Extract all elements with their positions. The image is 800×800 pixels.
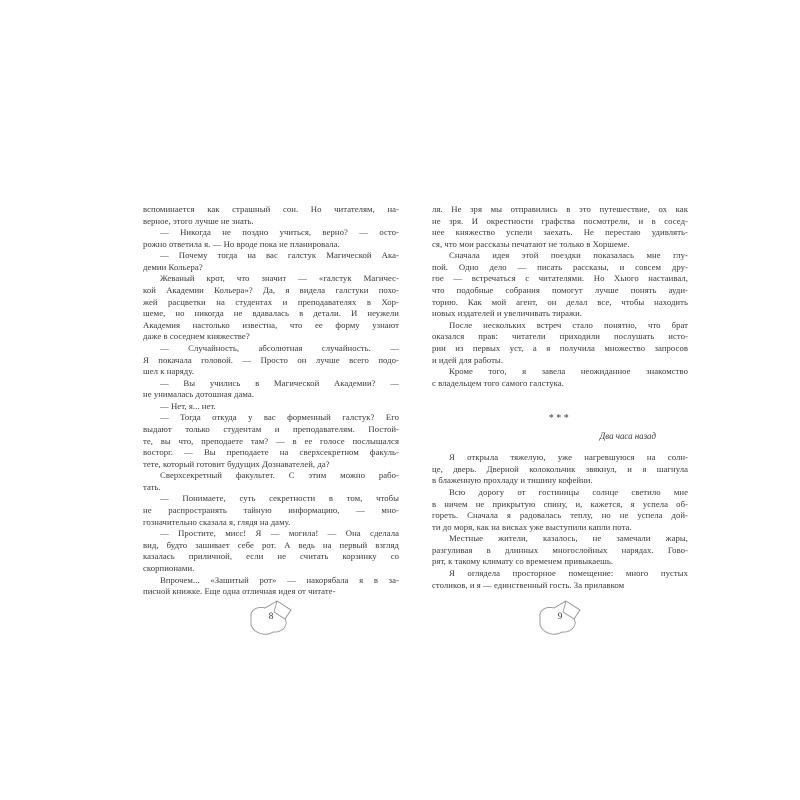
text-line: Сверхсекретный факультет. С этим можно рабо- bbox=[160, 470, 399, 481]
page-number: 9 bbox=[557, 611, 563, 621]
text-line: — Нет, я... нет. bbox=[160, 400, 216, 411]
text-line: рии из первых уст, а я получила множество запросов bbox=[432, 342, 688, 353]
text-line: казалась приличной, если не считать корзинку со bbox=[143, 551, 399, 562]
text-line: ля. Не зря мы отправились в это путешествие, ох как bbox=[432, 204, 688, 214]
text-line: оказался прав: читатели приходили послушать исто- bbox=[432, 331, 688, 342]
text-line: тать. bbox=[143, 481, 161, 492]
paragraph bbox=[143, 273, 399, 342]
paragraph bbox=[432, 204, 688, 250]
paragraph bbox=[432, 250, 688, 319]
paragraph bbox=[432, 320, 688, 366]
text-line: торию. Как мой агент, он делал все, чтобы находить bbox=[432, 296, 688, 307]
text-line: це, дверь. Дверной колокольчик звякнул, и я шагнула bbox=[432, 463, 688, 474]
paragraph bbox=[143, 401, 399, 413]
text-line: шел к наряду. bbox=[143, 366, 195, 377]
text-line: — Вы учились в Магической Академии? — bbox=[160, 377, 399, 388]
text-line: ти до моря, как на висках уже выступили капли пота. bbox=[432, 521, 632, 532]
text-line: — Понимаете, суть секретности в том, чтобы bbox=[160, 493, 399, 504]
text-line: гореть. Сначала я радовалась теплу, но не успела дой- bbox=[432, 510, 688, 521]
text-line: рожно ответила я. — Но вроде пока не планировала. bbox=[143, 238, 340, 249]
page-number-ornament bbox=[240, 598, 302, 638]
text-line: Академия настолько известна, что ее форму узнают bbox=[143, 319, 399, 330]
text-line: нее княжество успели заехать. Не перестаю удивлять- bbox=[432, 227, 688, 238]
paragraph bbox=[143, 412, 399, 470]
text-line: — Простите, мисс! Я — могила! — Она сделала bbox=[160, 528, 399, 539]
text-line: — Случайность, абсолютная случайность. — bbox=[160, 342, 399, 353]
page-number: 8 bbox=[268, 611, 274, 621]
text-line: Жеваный крот, что значит — «галстук Магичес- bbox=[160, 273, 399, 284]
text-line: — Почему тогда на вас галстук Магической Ака- bbox=[160, 250, 399, 261]
paragraph bbox=[143, 250, 399, 273]
text-line: Местные жители, казалось, не замечали жары, bbox=[449, 533, 688, 544]
paragraph bbox=[143, 575, 399, 598]
text-line: что подобные собрания помогут лучше понять ауди- bbox=[432, 285, 688, 296]
page-number-ornament bbox=[529, 598, 591, 638]
paragraph bbox=[143, 470, 399, 493]
text-line: восторг. — Вы преподаете на сверхсекретном факуль- bbox=[143, 447, 399, 458]
text-line: не зря. И окрестности графства посмотрели, и в сосед- bbox=[432, 215, 688, 226]
text-line: жей расцветки на студентах и преподавателях в Хор- bbox=[143, 296, 399, 307]
text-line: скорпионами. bbox=[143, 562, 195, 573]
text-line: шеме, но никогда не вдавалась в детали. И неужели bbox=[143, 308, 399, 319]
text-line: Сначала идея этой поездки показалась мне глу- bbox=[449, 250, 688, 261]
text-line: гозначительно сказала я, глядя на даму. bbox=[143, 516, 291, 527]
paragraph bbox=[143, 204, 399, 227]
text-line: с владельцем того самого галстука. bbox=[432, 377, 564, 388]
scene-separator: *** bbox=[548, 413, 572, 425]
text-line: вспоминается как страшный сон. Но читателям, на- bbox=[143, 204, 399, 214]
paragraph bbox=[143, 227, 399, 250]
text-line: и идей для работы. bbox=[432, 354, 504, 365]
text-line: те, вы что, преподаете там? — в ее голосе послышался bbox=[143, 435, 399, 446]
text-line: После нескольких встреч стало понятно, что брат bbox=[449, 319, 688, 330]
paragraph bbox=[143, 378, 399, 401]
text-line: Я покачала головой. — Просто он лучше всего подо- bbox=[143, 354, 399, 365]
scene-byline: Два часа назад bbox=[599, 431, 656, 442]
text-line: не унималась дотошная дама. bbox=[143, 389, 254, 400]
text-line: писной книжке. Еще одна отличная идея от читате- bbox=[143, 586, 336, 597]
text-line: в ничем не прикрытую спину, и, кажется, я успела об- bbox=[432, 498, 688, 509]
text-line: гое — встречаться с читателями. Но Хьюго настаивал, bbox=[432, 273, 688, 284]
text-line: даже в соседнем княжестве? bbox=[143, 331, 250, 342]
text-line: кой Академии Кольера»? Да, я видела галстуки похо- bbox=[143, 285, 399, 296]
text-line: Кроме того, я завела неожиданное знакомство bbox=[449, 366, 688, 377]
paragraph bbox=[143, 493, 399, 528]
text-line: разгуливая в длинных многослойных нарядах. Гово- bbox=[432, 544, 688, 555]
page-text-left bbox=[143, 204, 399, 598]
text-line: выдают только студентам и преподавателям. Постой- bbox=[143, 423, 399, 434]
paragraph bbox=[432, 366, 688, 389]
text-line: верное, этого лучше не знать. bbox=[143, 215, 254, 226]
text-line: рят, к такому климату со временем привыкаешь. bbox=[432, 556, 614, 567]
text-line: — Тогда откуда у вас форменный галстук? Его bbox=[160, 412, 399, 423]
paragraph bbox=[143, 343, 399, 378]
paragraph bbox=[143, 528, 399, 574]
paragraph bbox=[432, 568, 688, 591]
text-line: в блаженную прохладу и тишину кофейни. bbox=[432, 475, 593, 486]
paragraph bbox=[432, 533, 688, 568]
paragraph bbox=[432, 487, 688, 533]
text-line: новых издателей и увеличивать тиражи. bbox=[432, 308, 583, 319]
text-line: тете, который готовит будущих Дознавателей, да? bbox=[143, 458, 330, 469]
text-line: Впрочем... «Зашитый рот» — накорябала я в за- bbox=[160, 574, 399, 585]
text-line: Всю дорогу от гостиницы солнце светило мне bbox=[449, 486, 688, 497]
text-line: демии Кольера? bbox=[143, 261, 203, 272]
paragraph bbox=[432, 452, 688, 487]
book-page-left bbox=[143, 204, 399, 664]
text-line: Я открыла тяжелую, уже нагревшуюся на солн- bbox=[449, 452, 688, 463]
text-line: столиков, и я — единственный гость. За прилавком bbox=[432, 579, 625, 590]
text-line: не распространять тайную информацию, — мно- bbox=[143, 505, 399, 516]
text-line: вид, будто зашивает себе рот. А ведь на первый взгляд bbox=[143, 539, 399, 550]
text-line: — Никогда не поздно учиться, верно? — осто- bbox=[160, 227, 399, 238]
text-line: пой. Одно дело — писать рассказы, и совсем дру- bbox=[432, 261, 688, 272]
text-line: ся, что мои рассказы печатают не только в Хоршеме. bbox=[432, 238, 630, 249]
text-line: Я оглядела просторное помещение: много пустых bbox=[449, 568, 688, 579]
page-text-right bbox=[432, 204, 688, 591]
book-page-right bbox=[432, 204, 688, 664]
